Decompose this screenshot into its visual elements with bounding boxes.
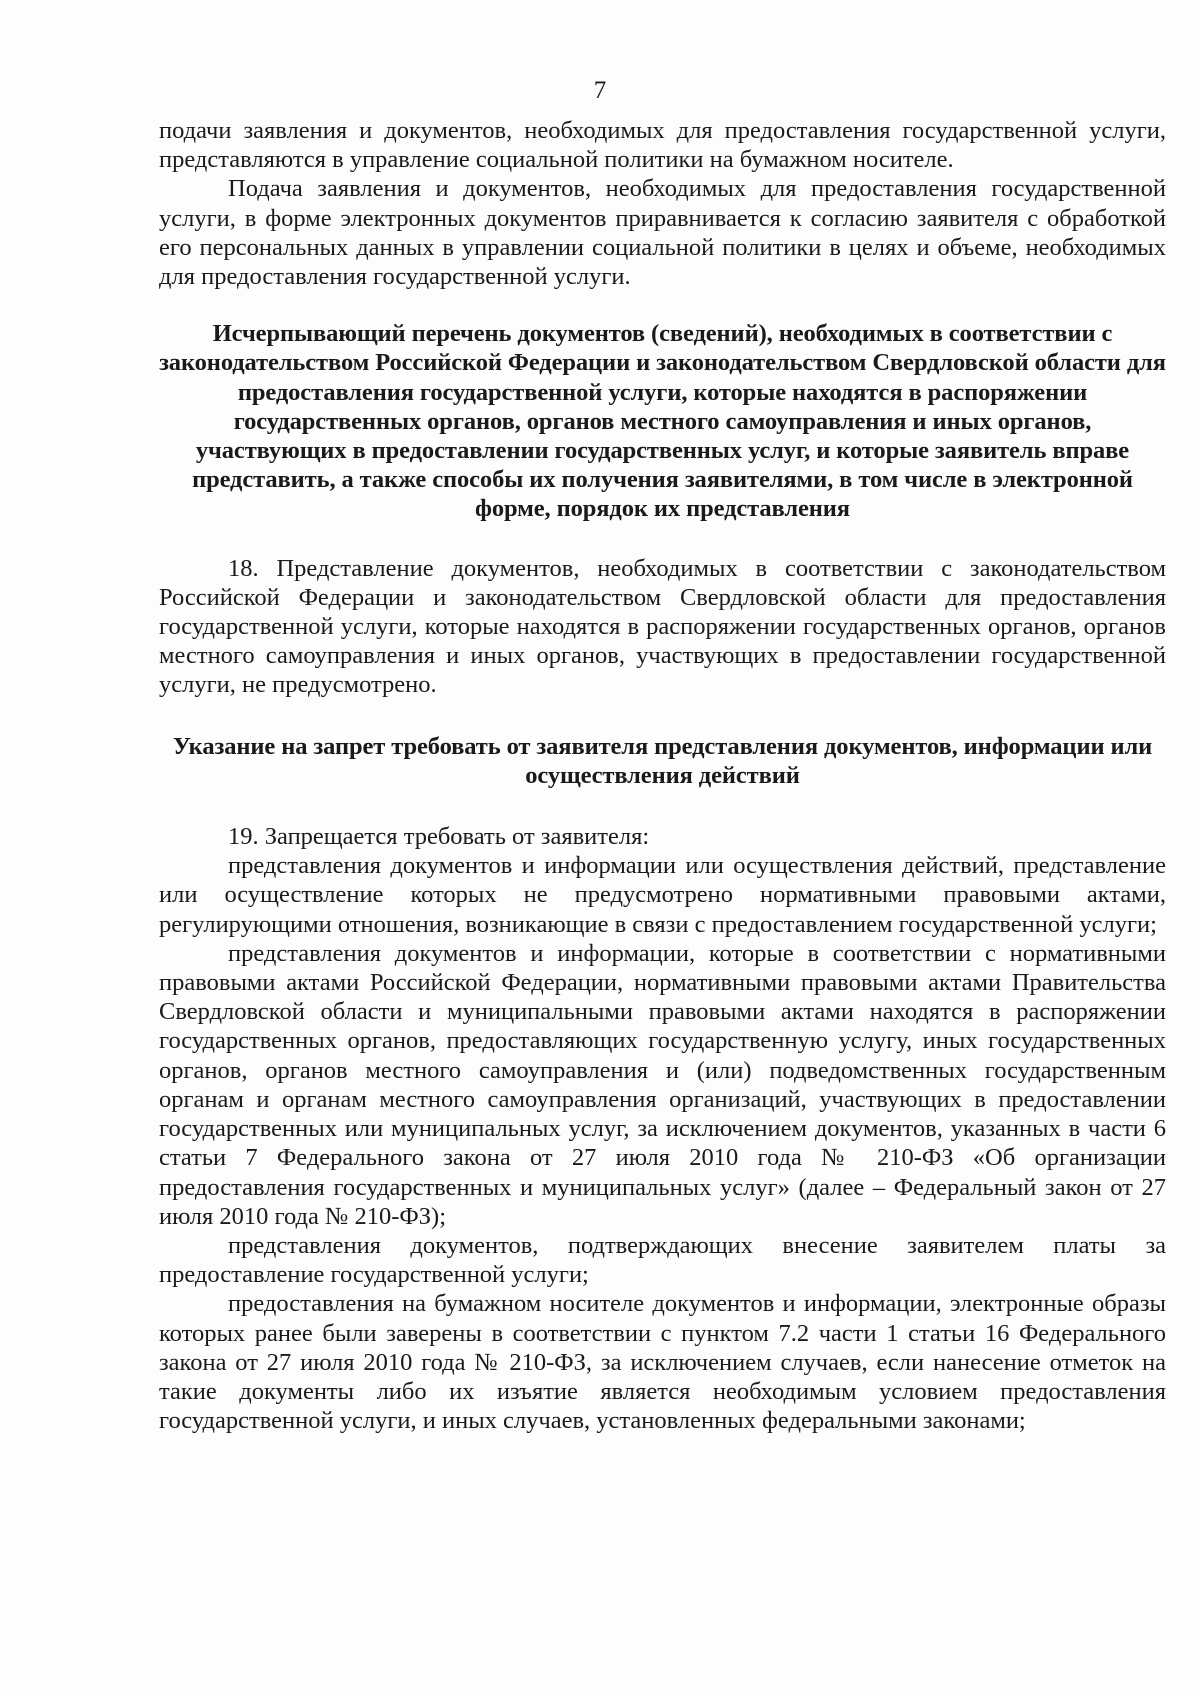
section-heading-prohibition: Указание на запрет требовать от заявителя представления документов, информации или осуществления действий [172,732,1153,789]
document-body [159,116,1166,1435]
paragraph-item-19-clause-2: представления документов и информации, которые в соответствии с нормативными правовыми актами Российской Федерации, нормативными правовыми актами Правительства Свердловской области и муниципальными правовыми актами находятся в распоряжении государственных органов, предоставляющих государственную услугу, иных государственных органов, органов местного самоуправления и (или) подведомственных государственным органам и органам местного самоуправления организаций, участвующих в предоставлении государственных или муниципальных услуг, за исключением документов, указанных в части 6 статьи 7 Федерального закона от 27 июля 2010 года № 210-ФЗ «Об организации предоставления государственных и муниципальных услуг» (далее – Федеральный закон от 27 июля 2010 года № 210-ФЗ); [159,939,1166,1230]
paragraph-item-18: 18. Представление документов, необходимых в соответствии с законодательством Российской Федерации и законодательством Свердловской области для предоставления государственной услуги, которые находятся в распоряжении государственных органов, органов местного самоуправления и иных органов, участвующих в предоставлении государственной услуги, не предусмотрено. [159,554,1166,699]
section-heading-documents-list: Исчерпывающий перечень документов (сведений), необходимых в соответствии с законодательством Российской Федерации и законодательством Свердловской области для предоставления государственной услуги, которые находятся в распоряжении государственных органов, органов местного самоуправления и иных органов, участвующих в предоставлении государственных услуг, и которые заявитель вправе представить, а также способы их получения заявителями, в том числе в электронной форме, порядок их представления [159,320,1166,523]
page-number: 7 [593,77,607,104]
paragraph-electronic-consent: Подача заявления и документов, необходимых для предоставления государственной услуги, в форме электронных документов приравнивается к согласию заявителя с обработкой его персональных данных в управлении социальной политики в целях и объеме, необходимых для предоставления государственной услуги. [159,175,1166,291]
paragraph-continuation: подачи заявления и документов, необходимых для предоставления государственной услуги, представляются в управление социальной политики на бумажном носителе. [159,117,1166,174]
paragraph-item-19-clause-1: представления документов и информации или осуществления действий, представление или осуществление которых не предусмотрено нормативными правовыми актами, регулирующими отношения, возникающие в связи с предоставлением государственной услуги; [159,852,1166,938]
paragraph-item-19-clause-3: представления документов, подтверждающих внесение заявителем платы за предоставление государственной услуги; [159,1231,1166,1289]
paragraph-item-19: 19. Запрещается требовать от заявителя: [228,823,650,851]
paragraph-item-19-clause-4: предоставления на бумажном носителе документов и информации, электронные образы которых ранее были заверены в соответствии с пунктом 7.2 части 1 статьи 16 Федерального закона от 27 июля 2010 года № 210-ФЗ, за исключением случаев, если нанесение отметок на такие документы либо их изъятие является необходимым условием предоставления государственной услуги, и иных случаев, установленных федеральными законами; [159,1290,1166,1435]
